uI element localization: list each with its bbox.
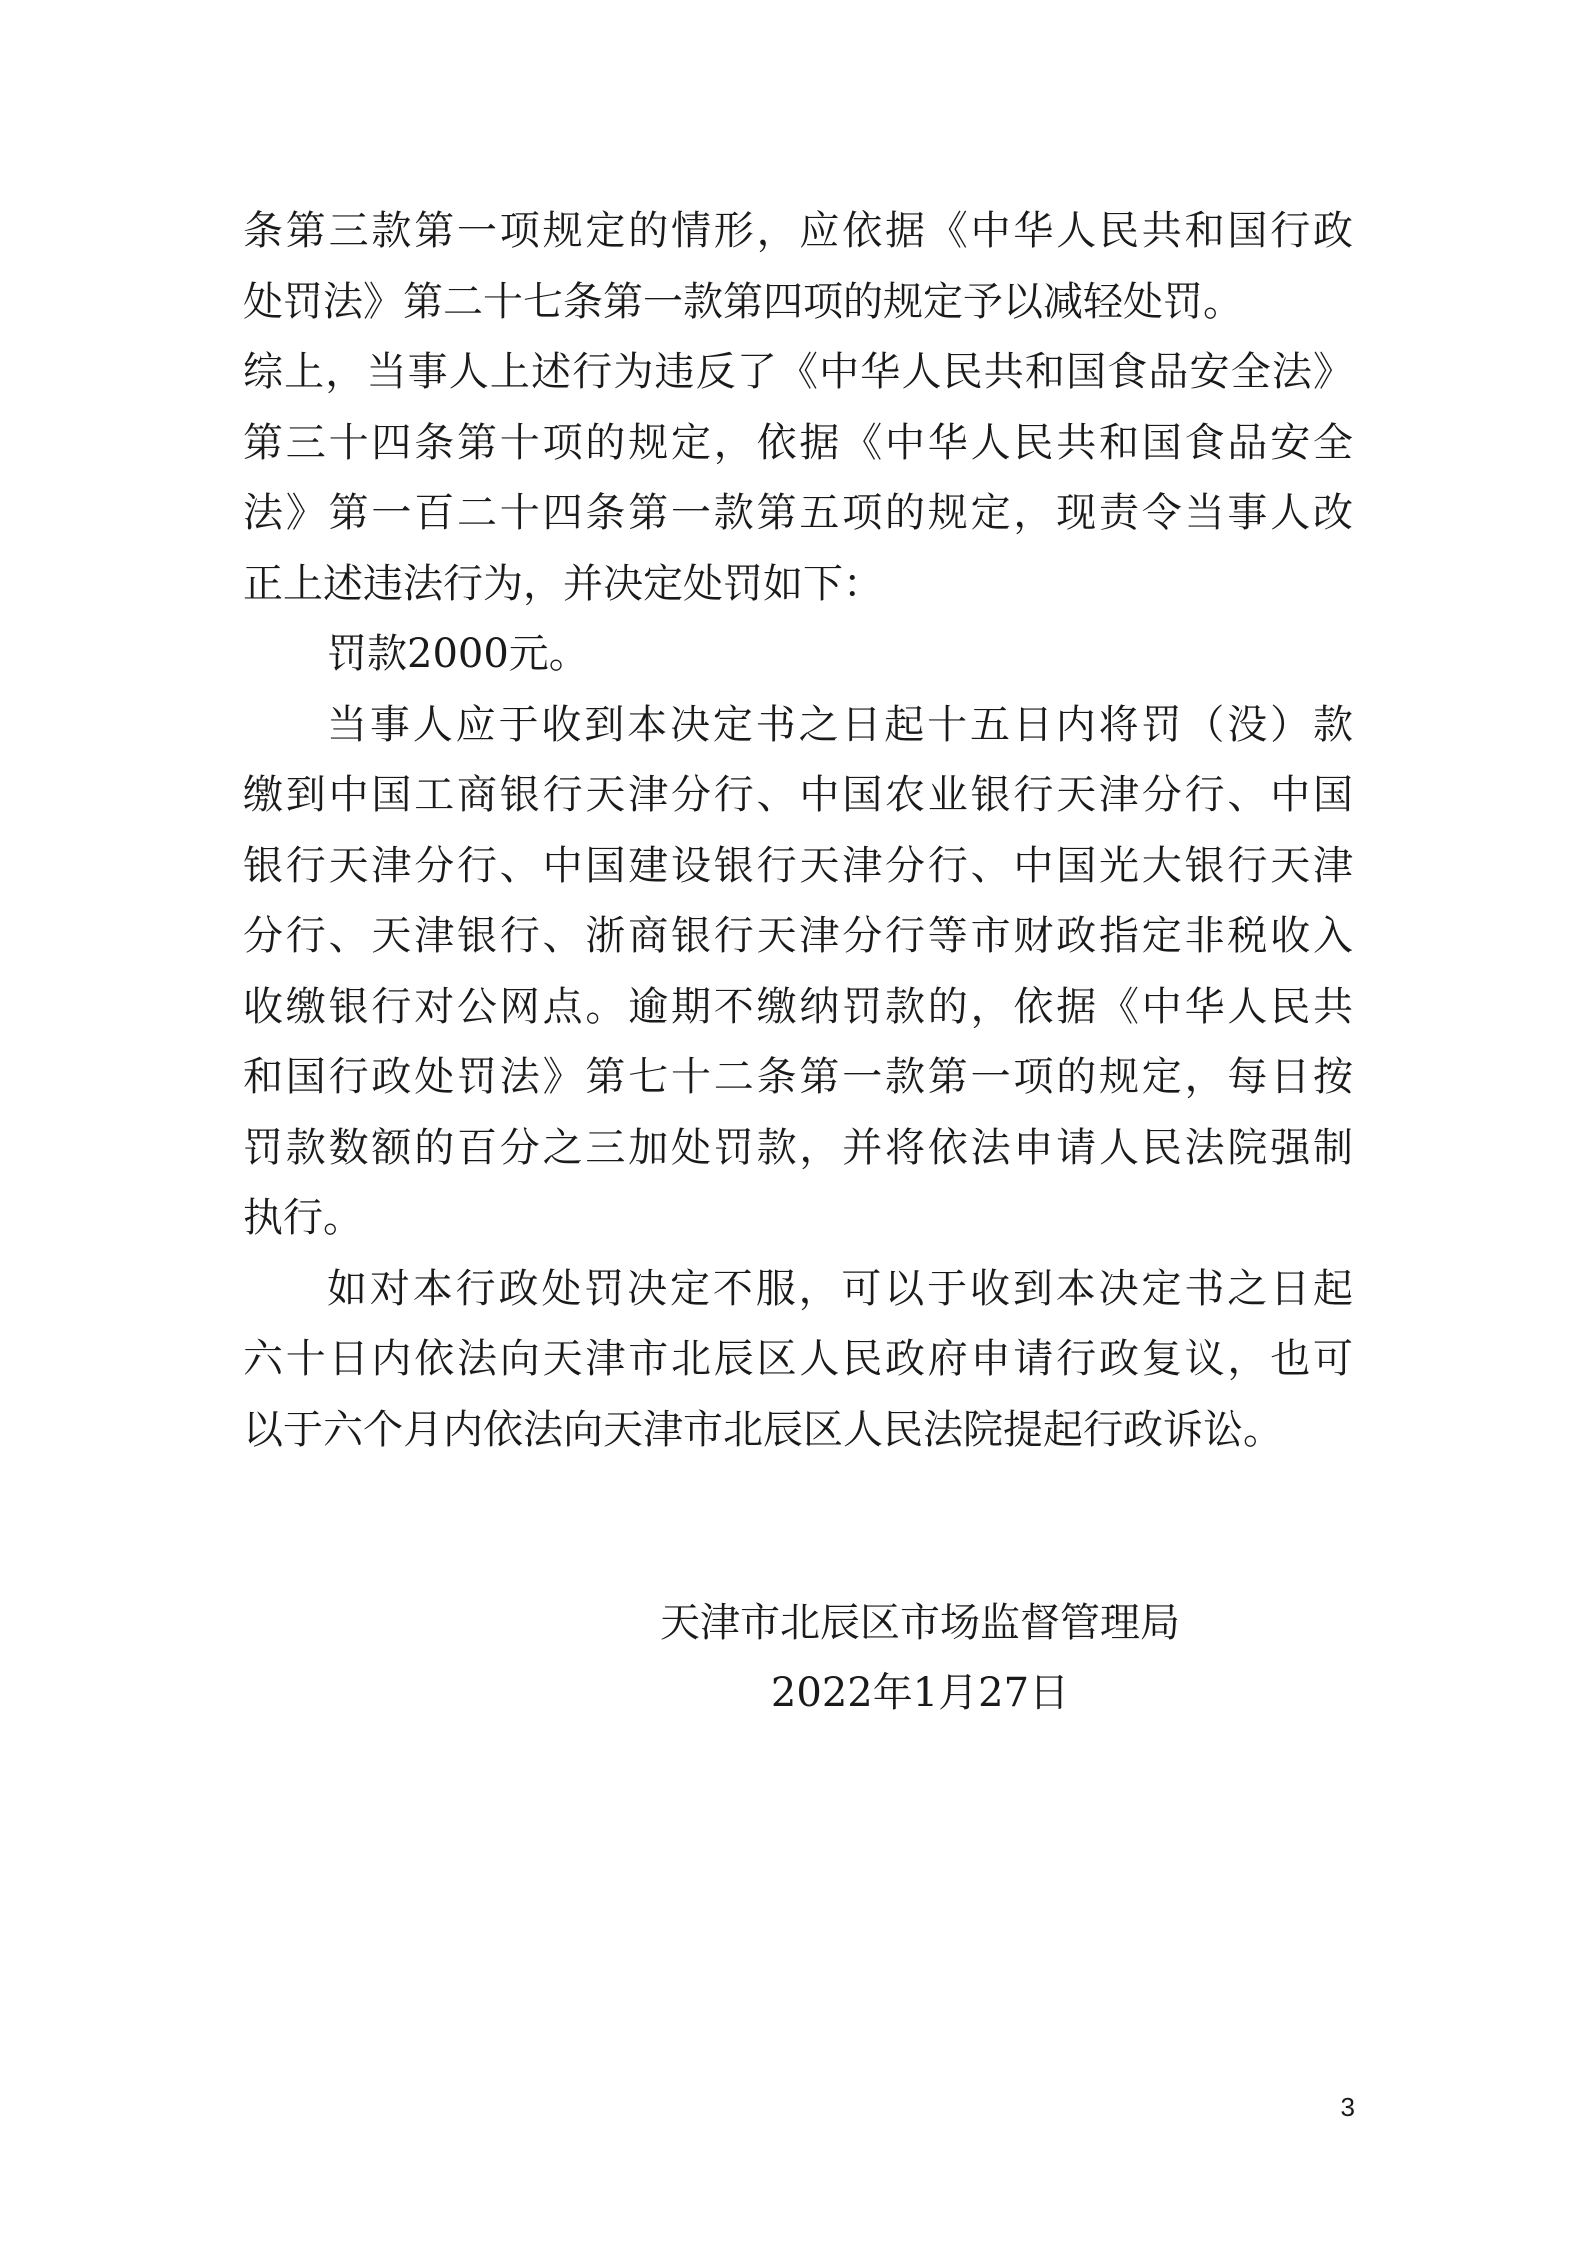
text-line: 法》第一百二十四条第一款第五项的规定，现责令当事人改 — [243, 490, 1353, 536]
text-line: 如对本行政处罚决定不服，可以于收到本决定书之日起 — [327, 1265, 1353, 1312]
paragraph-appeal — [243, 1254, 1353, 1466]
text-line: 分行、天津银行、浙商银行天津分行等市财政指定非税收入 — [243, 913, 1353, 959]
text-line: 和国行政处罚法》第七十二条第一款第一项的规定，每日按 — [243, 1054, 1353, 1100]
text-line: 银行天津分行、中国建设银行天津分行、中国光大银行天津 — [243, 842, 1353, 889]
text-line: 收缴银行对公网点。逾期不缴纳罚款的，依据《中华人民共 — [243, 983, 1353, 1030]
paragraph-penalty — [243, 619, 1353, 690]
document-body — [243, 196, 1353, 1465]
text-line: 综上，当事人上述行为违反了《中华人民共和国食品安全法》 — [243, 349, 1353, 395]
text-line: 处罚法》第二十七条第一款第四项的规定予以减轻处罚。 — [243, 278, 1243, 325]
text-line: 罚款2000元。 — [327, 631, 589, 677]
text-line: 第三十四条第十项的规定，依据《中华人民共和国食品安全 — [243, 419, 1353, 466]
text-line: 以于六个月内依法向天津市北辰区人民法院提起行政诉讼。 — [243, 1406, 1283, 1453]
signature-block — [600, 1588, 1240, 1728]
text-line: 当事人应于收到本决定书之日起十五日内将罚（没）款 — [327, 701, 1353, 748]
paragraph-continuation — [243, 196, 1353, 337]
issuing-authority: 天津市北辰区市场监督管理局 — [660, 1600, 1180, 1646]
text-line: 缴到中国工商银行天津分行、中国农业银行天津分行、中国 — [243, 772, 1353, 818]
text-line: 六十日内依法向天津市北辰区人民政府申请行政复议，也可 — [243, 1336, 1353, 1382]
page-number: 3 — [1340, 2092, 1355, 2122]
text-line: 罚款数额的百分之三加处罚款，并将依法申请人民法院强制 — [243, 1124, 1353, 1171]
text-line: 执行。 — [243, 1195, 363, 1241]
text-line: 正上述违法行为，并决定处罚如下： — [243, 560, 883, 607]
paragraph-payment — [243, 690, 1353, 1254]
paragraph-conclusion — [243, 337, 1353, 619]
issue-date: 2022年1月27日 — [770, 1670, 1070, 1716]
text-line: 条第三款第一项规定的情形，应依据《中华人民共和国行政 — [243, 208, 1353, 254]
